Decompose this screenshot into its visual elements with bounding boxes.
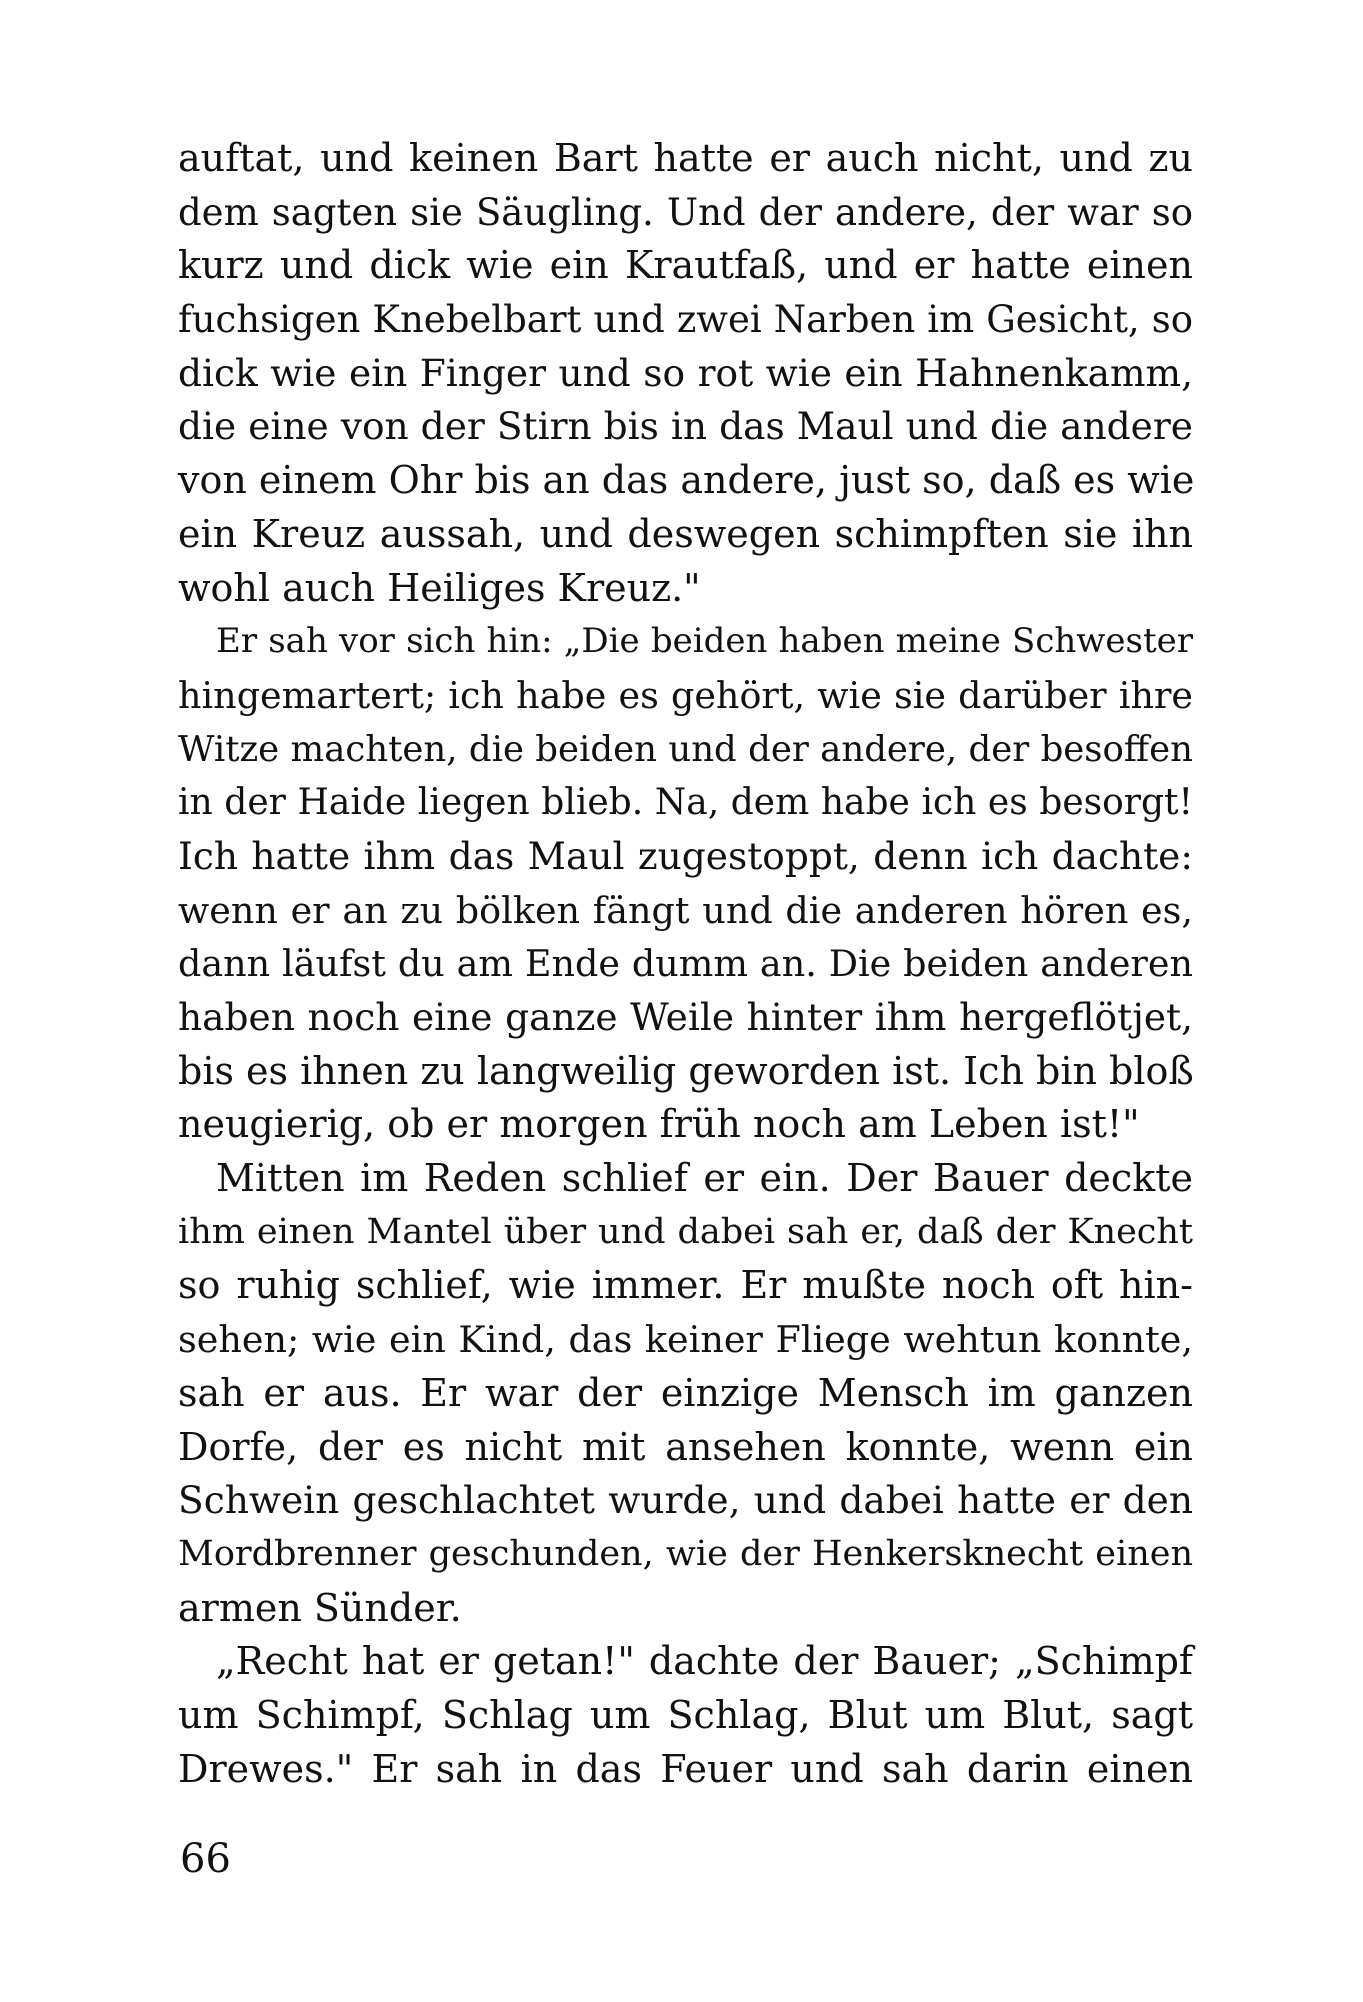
text-line: Er sah vor sich hin: „Die beiden haben meine Schwester bbox=[216, 621, 1193, 662]
text-line: fuchsigen Knebelbart und zwei Narben im Gesicht, so bbox=[178, 298, 1193, 342]
text-line: neugierig, ob er morgen früh noch am Leben ist!" bbox=[178, 1102, 1140, 1147]
text-line: Drewes." Er sah in das Feuer und sah darin einen bbox=[178, 1746, 1193, 1791]
text-line: Ich hatte ihm das Maul zugestoppt, denn ich dachte: bbox=[178, 833, 1193, 878]
text-line: Mitten im Reden schlief er ein. Der Bauer deckte bbox=[216, 1156, 1193, 1201]
text-line: hingemartert; ich habe es gehört, wie sie darüber ihre bbox=[178, 673, 1193, 717]
text-line: sah er aus. Er war der einzige Mensch im ganzen bbox=[178, 1370, 1193, 1415]
text-line: in der Haide liegen blieb. Na, dem habe ich es besorgt! bbox=[178, 782, 1193, 824]
text-line: bis es ihnen zu langweilig geworden ist. Ich bin bloß bbox=[178, 1048, 1194, 1093]
text-line: wohl auch Heiliges Kreuz." bbox=[178, 565, 701, 610]
text-line: Mordbrenner geschunden, wie der Henkersknecht einen bbox=[178, 1533, 1193, 1574]
text-line: kurz und dick wie ein Krautfaß, und er hatte einen bbox=[178, 243, 1193, 288]
page-number: 66 bbox=[180, 1836, 231, 1882]
text-line: so ruhig schlief, wie immer. Er mußte noch oft hin- bbox=[178, 1263, 1193, 1308]
text-line: die eine von der Stirn bis in das Maul und die andere bbox=[178, 404, 1193, 449]
text-line: „Recht hat er getan!" dachte der Bauer; „Schimpf bbox=[216, 1639, 1193, 1684]
text-line: dick wie ein Finger und so rot wie ein Hahnenkamm, bbox=[178, 350, 1193, 395]
text-line: Dorfe, der es nicht mit ansehen konnte, wenn ein bbox=[178, 1424, 1193, 1469]
text-line: auftat, und keinen Bart hatte er auch nicht, und zu bbox=[178, 136, 1193, 180]
text-line: haben noch eine ganze Weile hinter ihm hergeflötjet, bbox=[178, 995, 1193, 1039]
text-line: von einem Ohr bis an das andere, just so, daß es wie bbox=[178, 458, 1195, 503]
text-line: dann läufst du am Ende dumm an. Die beiden anderen bbox=[178, 942, 1193, 986]
text-line: sehen; wie ein Kind, das keiner Fliege wehtun konnte, bbox=[178, 1318, 1193, 1362]
text-line: um Schimpf, Schlag um Schlag, Blut um Blut, sagt bbox=[178, 1692, 1193, 1737]
text-line: armen Sünder. bbox=[178, 1585, 462, 1630]
text-line: Schwein geschlachtet wurde, und dabei hatte er den bbox=[178, 1478, 1193, 1523]
text-line: dem sagten sie Säugling. Und der andere, der war so bbox=[178, 190, 1193, 234]
text-line: wenn er an zu bölken fängt und die anderen hören es, bbox=[178, 888, 1193, 932]
text-line: Witze machten, die beiden und der andere, der besoffen bbox=[178, 728, 1193, 770]
body-text bbox=[178, 132, 1193, 1796]
text-line: ein Kreuz aussah, und deswegen schimpften sie ihn bbox=[178, 511, 1193, 556]
text-line: ihm einen Mantel über und dabei sah er, daß der Knecht bbox=[178, 1211, 1193, 1252]
